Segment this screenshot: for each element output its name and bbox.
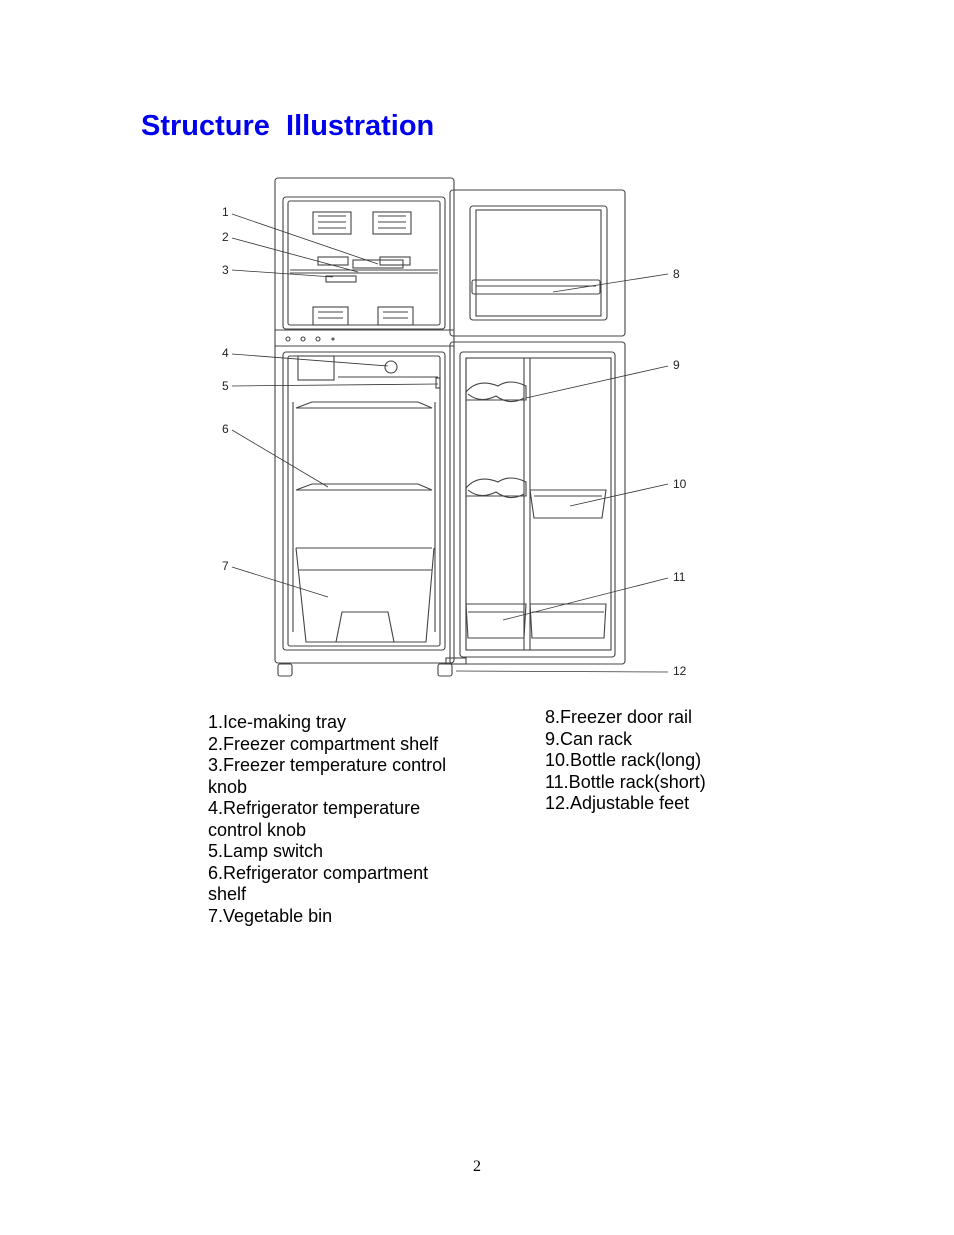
legend-item: 11.Bottle rack(short) xyxy=(545,771,706,792)
freezer-compartment xyxy=(283,197,445,329)
legend-item: 1.Ice-making tray xyxy=(208,712,347,732)
legend-item: 6.Refrigerator compartment shelf xyxy=(208,862,429,904)
callout-3: 3 xyxy=(222,263,229,277)
callout-9: 9 xyxy=(673,358,680,372)
callout-6: 6 xyxy=(222,422,229,436)
callout-1: 1 xyxy=(222,205,229,219)
cabinet-body xyxy=(275,178,454,663)
lamp-switch xyxy=(436,378,440,388)
right-foot xyxy=(438,664,452,676)
page-number: 2 xyxy=(473,1158,481,1175)
legend-right-column xyxy=(545,707,745,815)
callout-8: 8 xyxy=(673,267,680,281)
legend-left-column xyxy=(208,712,458,927)
legend-item: 4.Refrigerator temperature control knob xyxy=(208,798,421,840)
callout-10: 10 xyxy=(673,477,687,491)
refrigerator-shelf-top xyxy=(296,402,432,408)
legend-item: 3.Freezer temperature control knob xyxy=(208,755,447,797)
legend-item: 10.Bottle rack(long) xyxy=(545,750,702,770)
left-foot xyxy=(278,664,292,676)
refrigerator-structure-diagram xyxy=(208,172,713,694)
legend-item: 9.Can rack xyxy=(545,728,633,749)
legend-item: 2.Freezer compartment shelf xyxy=(208,733,439,754)
refrigerator-door xyxy=(450,342,625,664)
legend-item: 12.Adjustable feet xyxy=(545,793,690,813)
callout-7: 7 xyxy=(222,559,229,573)
callout-5: 5 xyxy=(222,379,229,393)
legend-item: 7.Vegetable bin xyxy=(208,905,333,926)
callout-2: 2 xyxy=(222,230,229,244)
legend-item: 8.Freezer door rail xyxy=(545,707,693,727)
refrigerator-compartment xyxy=(283,352,445,650)
refrigerator-shelf-middle xyxy=(296,484,432,490)
vegetable-bin xyxy=(296,548,434,642)
bottle-rack-short xyxy=(466,604,526,638)
callout-11: 11 xyxy=(673,570,686,584)
page-title: Structure Illustration xyxy=(141,110,435,142)
freezer-door-rail xyxy=(472,280,600,294)
legend-item: 5.Lamp switch xyxy=(208,841,324,861)
bottle-rack-long xyxy=(530,490,606,518)
callout-12: 12 xyxy=(673,664,687,678)
callout-4: 4 xyxy=(222,346,229,360)
can-rack xyxy=(466,382,526,498)
refrigerator-control-knob xyxy=(385,361,397,373)
